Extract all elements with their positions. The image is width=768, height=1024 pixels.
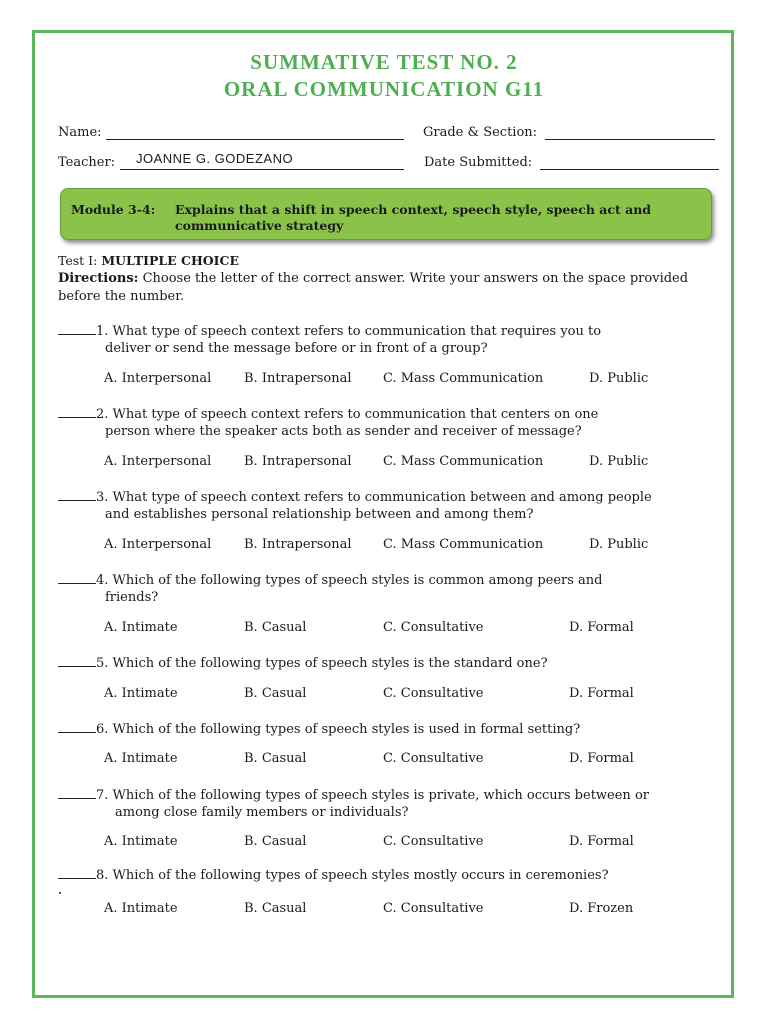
question-text: Which of the following types of speech styles mostly occurs in ceremonies? xyxy=(112,868,609,883)
option-d: D. Formal xyxy=(569,620,634,635)
question-text-cont: person where the speaker acts both as sender and receiver of message? xyxy=(105,424,582,439)
option-b: B. Casual xyxy=(244,901,307,916)
question-number: 7. xyxy=(96,788,109,803)
option-c: C. Consultative xyxy=(383,751,484,766)
option-d: D. Public xyxy=(589,454,649,469)
option-a: A. Interpersonal xyxy=(104,537,212,552)
answer-blank-5[interactable] xyxy=(58,654,96,667)
subject-title: ORAL COMMUNICATION G11 xyxy=(223,77,545,101)
question-text: Which of the following types of speech styles is private, which occurs between or xyxy=(112,788,649,803)
test-number: Test I: xyxy=(58,253,98,268)
option-d: D. Formal xyxy=(569,751,634,766)
options-5 xyxy=(104,686,724,704)
option-d: D. Formal xyxy=(569,686,634,701)
option-b: B. Intrapersonal xyxy=(244,454,352,469)
answer-blank-1[interactable] xyxy=(58,322,96,335)
option-a: A. Intimate xyxy=(104,901,178,916)
question-6 xyxy=(58,720,728,738)
options-2 xyxy=(104,454,724,472)
question-text: What type of speech context refers to communication between and among people xyxy=(112,490,652,505)
question-2 xyxy=(58,405,728,440)
options-1 xyxy=(104,371,724,389)
question-text: Which of the following types of speech styles is common among peers and xyxy=(112,573,603,588)
question-number: 5. xyxy=(96,656,109,671)
grade-section-label: Grade & Section: xyxy=(423,125,538,140)
question-text-cont: and establishes personal relationship between and among them? xyxy=(105,507,534,522)
option-b: B. Casual xyxy=(244,834,307,849)
answer-blank-4[interactable] xyxy=(58,571,96,584)
option-c: C. Consultative xyxy=(383,901,484,916)
question-text: Which of the following types of speech styles is the standard one? xyxy=(112,656,548,671)
directions xyxy=(58,270,718,306)
name-field[interactable] xyxy=(106,139,404,140)
module-banner xyxy=(60,188,712,240)
option-b: B. Casual xyxy=(244,686,307,701)
answer-blank-8[interactable] xyxy=(58,866,96,879)
question-8 xyxy=(58,866,728,884)
option-c: C. Mass Communication xyxy=(383,371,544,386)
test-heading xyxy=(58,253,239,268)
date-submitted-label: Date Submitted: xyxy=(424,155,533,170)
stray-mark xyxy=(59,892,61,894)
answer-blank-6[interactable] xyxy=(58,720,96,733)
teacher-value: JOANNE G. GODEZANO xyxy=(136,151,294,166)
option-d: D. Public xyxy=(589,371,649,386)
option-c: C. Consultative xyxy=(383,834,484,849)
name-label: Name: xyxy=(58,125,102,140)
question-text: Which of the following types of speech styles is used in formal setting? xyxy=(112,722,581,737)
directions-text: Choose the letter of the correct answer. Write your answers on the space provided before the number. xyxy=(58,271,689,304)
question-text: What type of speech context refers to communication that requires you to xyxy=(112,324,602,339)
option-a: A. Intimate xyxy=(104,834,178,849)
option-c: C. Mass Communication xyxy=(383,537,544,552)
answer-blank-2[interactable] xyxy=(58,405,96,418)
option-c: C. Mass Communication xyxy=(383,454,544,469)
question-text-cont: among close family members or individuals? xyxy=(115,805,409,820)
teacher-field[interactable] xyxy=(120,169,404,170)
test-type: MULTIPLE CHOICE xyxy=(101,253,240,268)
options-4 xyxy=(104,620,724,638)
option-b: B. Casual xyxy=(244,620,307,635)
answer-blank-3[interactable] xyxy=(58,488,96,501)
option-a: A. Intimate xyxy=(104,751,178,766)
question-1 xyxy=(58,322,728,357)
option-b: B. Casual xyxy=(244,751,307,766)
question-number: 3. xyxy=(96,490,109,505)
option-d: D. Formal xyxy=(569,834,634,849)
option-b: B. Intrapersonal xyxy=(244,537,352,552)
question-text-cont: friends? xyxy=(105,590,159,605)
question-number: 4. xyxy=(96,573,109,588)
grade-section-field[interactable] xyxy=(545,139,715,140)
teacher-label: Teacher: xyxy=(58,155,116,170)
question-number: 8. xyxy=(96,868,109,883)
question-number: 2. xyxy=(96,407,109,422)
answer-blank-7[interactable] xyxy=(58,786,96,799)
question-number: 6. xyxy=(96,722,109,737)
module-label: Module 3-4: xyxy=(71,202,156,217)
question-7 xyxy=(58,786,728,821)
question-3 xyxy=(58,488,728,523)
options-3 xyxy=(104,537,724,555)
options-8 xyxy=(104,901,724,919)
question-5 xyxy=(58,654,728,672)
date-submitted-field[interactable] xyxy=(540,169,719,170)
question-text-cont: deliver or send the message before or in front of a group? xyxy=(105,341,488,356)
directions-label: Directions: xyxy=(58,271,139,286)
option-a: A. Interpersonal xyxy=(104,371,212,386)
option-d: D. Frozen xyxy=(569,901,634,916)
option-a: A. Intimate xyxy=(104,620,178,635)
option-b: B. Intrapersonal xyxy=(244,371,352,386)
question-text: What type of speech context refers to communication that centers on one xyxy=(112,407,599,422)
option-a: A. Interpersonal xyxy=(104,454,212,469)
test-title: SUMMATIVE TEST NO. 2 xyxy=(250,50,518,74)
option-c: C. Consultative xyxy=(383,620,484,635)
options-6 xyxy=(104,751,724,769)
options-7 xyxy=(104,834,724,852)
option-c: C. Consultative xyxy=(383,686,484,701)
module-description: Explains that a shift in speech context, speech style, speech act and communicative strategy xyxy=(175,202,652,233)
question-4 xyxy=(58,571,728,606)
option-a: A. Intimate xyxy=(104,686,178,701)
question-number: 1. xyxy=(96,324,109,339)
option-d: D. Public xyxy=(589,537,649,552)
